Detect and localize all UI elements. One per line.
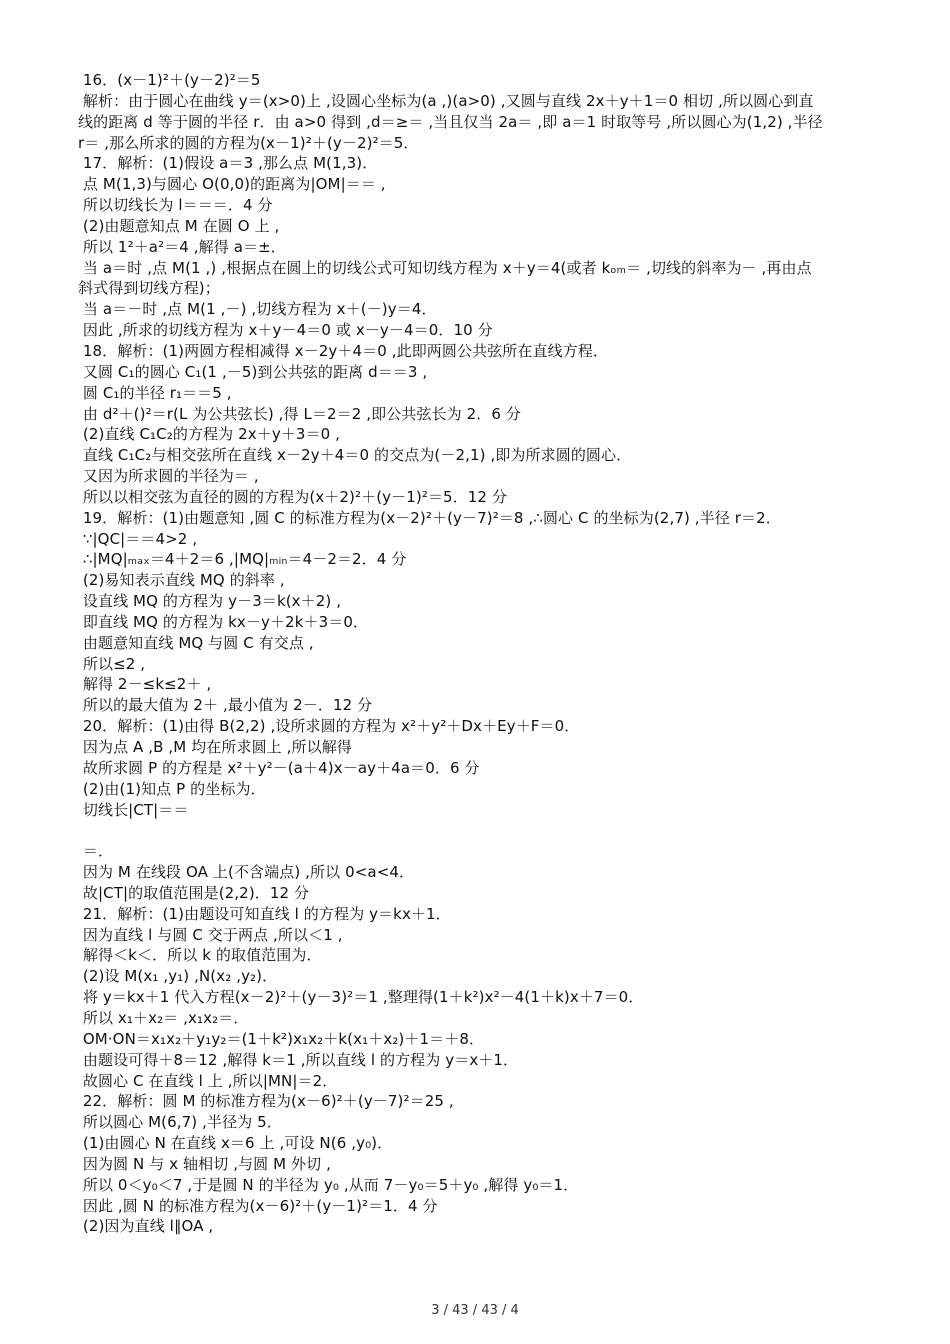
text-line: ＝． (78, 842, 114, 861)
text-line: 解得＜k＜．所以 k 的取值范围为． (78, 946, 322, 965)
text-line: 斜式得到切线方程)； (78, 279, 220, 298)
text-line: 所以切线长为 l＝＝＝．4 分 (78, 196, 273, 215)
text-line: r＝ ,那么所求的圆的方程为(x－1)²＋(y－2)²＝5． (78, 133, 419, 152)
text-line: (1)由圆心 N 在直线 x＝6 上 ,可设 N(6 ,y₀)． (78, 1134, 393, 1153)
text-line: 由题设可得＋8＝12 ,解得 k＝1 ,所以直线 l 的方程为 y＝x＋1． (78, 1050, 519, 1069)
text-line: 所以 1²＋a²＝4 ,解得 a＝±． (78, 237, 286, 256)
text-line: 当 a＝－时 ,点 M(1 ,－) ,切线方程为 x＋(－)y＝4． (78, 300, 437, 319)
text-line: ∴|MQ|ₘₐₓ＝4＋2＝6 ,|MQ|ₘᵢₙ＝4－2＝2．4 分 (78, 550, 407, 569)
text-line: 所以 0＜y₀＜7 ,于是圆 N 的半径为 y₀ ,从而 7－y₀＝5＋y₀ ,解得 y₀＝1． (78, 1175, 579, 1194)
text-line: 点 M(1,3)与圆心 O(0,0)的距离为|OM|＝＝ , (78, 175, 386, 194)
text-line: 解析：由于圆心在曲线 y＝(x>0)上 ,设圆心坐标为(a ,)(a>0) ,又圆与直线 2x＋y＋1＝0 相切 ,所以圆心到直 (78, 91, 814, 110)
text-line: 又圆 C₁的圆心 C₁(1 ,－5)到公共弦的距离 d＝＝3 , (78, 362, 428, 381)
text-line: 17．解析：(1)假设 a＝3 ,那么点 M(1,3)． (78, 154, 378, 173)
text-line: (2)由(1)知点 P 的坐标为． (78, 779, 266, 798)
answer-text-body (78, 70, 888, 1237)
text-line: 16．(x－1)²＋(y－2)²＝5 (78, 71, 261, 89)
text-line: 因为直线 l 与圆 C 交于两点 ,所以＜1 , (78, 925, 343, 944)
text-line: 故所求圆 P 的方程是 x²＋y²－(a＋4)x－ay＋4a＝0．6 分 (78, 758, 480, 777)
text-line: 设直线 MQ 的方程为 y－3＝k(x＋2) , (78, 592, 342, 611)
text-line: 18．解析：(1)两圆方程相减得 x－2y＋4＝0 ,此即两圆公共弦所在直线方程． (78, 341, 608, 360)
text-line: 因为圆 N 与 x 轴相切 ,与圆 M 外切 , (78, 1154, 331, 1173)
text-line: (2)因为直线 l∥OA , (78, 1217, 214, 1236)
text-line: 所以≤2 , (78, 654, 146, 673)
text-line: 切线长|CT|＝＝ (78, 800, 189, 819)
text-line (78, 820, 888, 841)
text-line: (2)由题意知点 M 在圆 O 上 , (78, 216, 280, 235)
text-line: 故|CT|的取值范围是(2,2)．12 分 (78, 883, 310, 902)
page-footer: 3 / 43 / 43 / 4 (431, 1303, 519, 1318)
text-line: 因此 ,圆 N 的标准方程为(x－6)²＋(y－1)²＝1．4 分 (78, 1196, 438, 1215)
text-line: 因为点 A ,B ,M 均在所求圆上 ,所以解得 (78, 738, 352, 756)
text-line: ∵|QC|＝＝4>2 , (78, 529, 198, 548)
text-line: 圆 C₁的半径 r₁＝＝5 , (78, 383, 232, 402)
text-line: 20．解析：(1)由得 B(2,2) ,设所求圆的方程为 x²＋y²＋Dx＋Ey＋F＝0． (78, 717, 580, 736)
text-line: 所以 x₁＋x₂＝ ,x₁x₂＝． (78, 1008, 249, 1027)
text-line: 21．解析：(1)由题设可知直线 l 的方程为 y＝kx＋1． (78, 904, 451, 923)
text-line: 所以以相交弦为直径的圆的方程为(x＋2)²＋(y－1)²＝5．12 分 (78, 487, 508, 506)
text-line: (2)易知表示直线 MQ 的斜率 , (78, 571, 285, 590)
text-line: 由 d²＋()²＝r(L 为公共弦长) ,得 L＝2＝2 ,即公共弦长为 2．6 分 (78, 404, 521, 423)
text-line: 解得 2－≤k≤2＋ , (78, 675, 212, 694)
text-line: 22．解析：圆 M 的标准方程为(x－6)²＋(y－7)²＝25 , (78, 1092, 454, 1111)
text-line: 因此 ,所求的切线方程为 x＋y－4＝0 或 x－y－4＝0．10 分 (78, 321, 493, 340)
text-line: (2)设 M(x₁ ,y₁) ,N(x₂ ,y₂)． (78, 967, 278, 986)
text-line: 当 a＝时 ,点 M(1 ,) ,根据点在圆上的切线公式可知切线方程为 x＋y＝4(或者 kₒₘ＝ ,切线的斜率为－ ,再由点 (78, 258, 812, 277)
text-line: 因为 M 在线段 OA 上(不含端点) ,所以 0<a<4． (78, 863, 415, 882)
text-line: 直线 C₁C₂与相交弦所在直线 x－2y＋4＝0 的交点为(－2,1) ,即为所求圆的圆心． (78, 446, 632, 465)
text-line: 即直线 MQ 的方程为 kx－y＋2k＋3＝0． (78, 612, 369, 631)
text-line: (2)直线 C₁C₂的方程为 2x＋y＋3＝0 , (78, 425, 341, 444)
text-line: 所以圆心 M(6,7) ,半径为 5． (78, 1113, 282, 1132)
text-line: 所以的最大值为 2＋ ,最小值为 2－．12 分 (78, 696, 373, 715)
text-line: 故圆心 C 在直线 l 上 ,所以|MN|＝2． (78, 1071, 338, 1090)
text-line: 由题意知直线 MQ 与圆 C 有交点 , (78, 633, 314, 652)
text-line: OM·ON＝x₁x₂＋y₁y₂＝(1＋k²)x₁x₂＋k(x₁＋x₂)＋1＝＋8． (78, 1029, 485, 1048)
text-line: 又因为所求圆的半径为＝ , (78, 467, 259, 486)
text-line: 线的距离 d 等于圆的半径 r．由 a>0 得到 ,d＝≥＝ ,当且仅当 2a＝ ,即 a＝1 时取等号 ,所以圆心为(1,2) ,半径 (78, 112, 823, 131)
text-line: 19．解析：(1)由题意知 ,圆 C 的标准方程为(x－2)²＋(y－7)²＝8 ,∴圆心 C 的坐标为(2,7) ,半径 r＝2． (78, 508, 781, 527)
text-line: 将 y＝kx＋1 代入方程(x－2)²＋(y－3)²＝1 ,整理得(1＋k²)x²－4(1＋k)x＋7＝0． (78, 988, 644, 1007)
